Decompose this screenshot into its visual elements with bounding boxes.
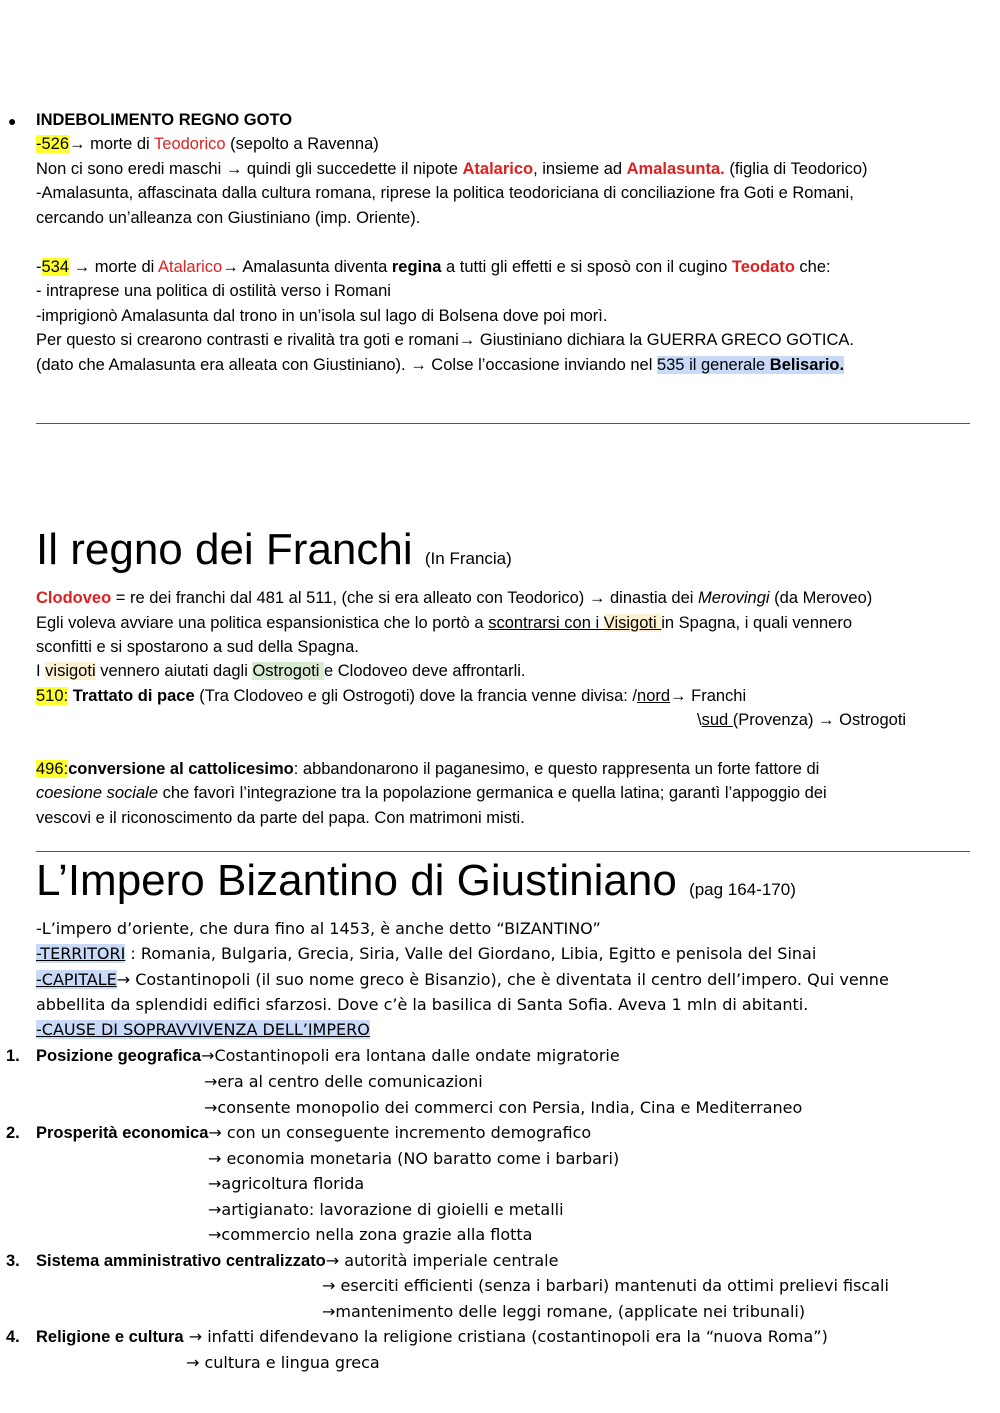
section-title-franchi: Il regno dei Franchi (In Francia) bbox=[36, 525, 512, 574]
list-subitem: →mantenimento delle leggi romane, (applicate nei tribunali) bbox=[322, 1302, 806, 1321]
list-item: Posizione geografica→Costantinopoli era lontana dalle ondate migratorie bbox=[36, 1046, 620, 1065]
list-number: 3. bbox=[6, 1252, 20, 1270]
text-line: Clodoveo = re dei franchi dal 481 al 511, (che si era alleato con Teodorico) → dinastia dei Merovingi (da Meroveo) bbox=[36, 589, 873, 607]
text-line: -526→ morte di Teodorico (sepolto a Ravenna) bbox=[36, 135, 379, 153]
text-line: -TERRITORI : Romania, Bulgaria, Grecia, Siria, Valle del Giordano, Libia, Egitto e penisola del Sinai bbox=[36, 944, 817, 963]
list-subitem: →artigianato: lavorazione di gioielli e metalli bbox=[208, 1200, 564, 1219]
section-title-bisanzio: L’Impero Bizantino di Giustiniano (pag 164-170) bbox=[36, 856, 796, 905]
horizontal-divider bbox=[36, 423, 970, 424]
text-line: -CAPITALE→ Costantinopoli (il suo nome greco è Bisanzio), che è diventata il centro dell’impero. Qui venne bbox=[36, 970, 889, 989]
text-line: cercando un’alleanza con Giustiniano (imp. Oriente). bbox=[36, 209, 421, 227]
text-line: I visigoti vennero aiutati dagli Ostrogoti e Clodoveo deve affrontarli. bbox=[36, 662, 526, 680]
list-subitem: → cultura e lingua greca bbox=[186, 1353, 380, 1372]
list-item: Prosperità economica→ con un conseguente incremento demografico bbox=[36, 1123, 592, 1142]
text-line: vescovi e il riconoscimento da parte del papa. Con matrimoni misti. bbox=[36, 809, 525, 827]
bullet-dot: ● bbox=[8, 113, 17, 129]
section-heading-goto: INDEBOLIMENTO REGNO GOTO bbox=[36, 111, 293, 129]
text-line: \sud (Provenza) → Ostrogoti bbox=[697, 711, 907, 729]
text-line: (dato che Amalasunta era alleata con Giustiniano). → Colse l’occasione inviando nel 535 il generale Belisario. bbox=[36, 356, 845, 374]
text-line: Non ci sono eredi maschi → quindi gli succedette il nipote Atalarico, insieme ad Amalasunta. (figlia di Teodorico) bbox=[36, 160, 868, 178]
list-number: 2. bbox=[6, 1124, 20, 1142]
list-subitem: → eserciti efficienti (senza i barbari) mantenuti da ottimi prelievi fiscali bbox=[322, 1276, 889, 1295]
list-subitem: →agricoltura florida bbox=[208, 1174, 365, 1193]
list-item: Religione e cultura → infatti difendevano la religione cristiana (costantinopoli era la “nuova Roma”) bbox=[36, 1327, 828, 1346]
list-subitem: →consente monopolio dei commerci con Persia, India, Cina e Mediterraneo bbox=[204, 1098, 803, 1117]
text-line: Per questo si crearono contrasti e rivalità tra goti e romani→ Giustiniano dichiara la GUERRA GRECO GOTICA. bbox=[36, 331, 854, 349]
text-line: -CAUSE DI SOPRAVVIVENZA DELL’IMPERO bbox=[36, 1020, 370, 1039]
list-number: 1. bbox=[6, 1047, 20, 1065]
list-item: Sistema amministrativo centralizzato→ autorità imperiale centrale bbox=[36, 1251, 559, 1270]
list-number: 4. bbox=[6, 1328, 20, 1346]
text-line: Egli voleva avviare una politica espansionistica che lo portò a scontrarsi con i Visigoti in Spagna, i quali vennero bbox=[36, 614, 853, 632]
text-line: -L’impero d’oriente, che dura fino al 1453, è anche detto “BIZANTINO” bbox=[36, 919, 601, 938]
text-line: - intraprese una politica di ostilità verso i Romani bbox=[36, 282, 391, 300]
text-line: coesione sociale che favorì l’integrazione tra la popolazione germanica e quella latina; garantì l’appoggio dei bbox=[36, 784, 827, 802]
text-line: -imprigionò Amalasunta dal trono in un’isola sul lago di Bolsena dove poi morì. bbox=[36, 307, 608, 325]
text-line: -Amalasunta, affascinata dalla cultura romana, riprese la politica teodoriciana di conciliazione fra Goti e Romani, bbox=[36, 184, 854, 202]
text-line: abbellita da splendidi edifici sfarzosi. Dove c’è la basilica di Santa Sofia. Aveva 1 mln di abitanti. bbox=[36, 995, 809, 1014]
horizontal-divider bbox=[36, 851, 970, 852]
text-line: -534 → morte di Atalarico→ Amalasunta diventa regina a tutti gli effetti e si sposò con il cugino Teodato che: bbox=[36, 258, 831, 276]
text-line: 496:conversione al cattolicesimo: abbandonarono il paganesimo, e questo rappresenta un forte fattore di bbox=[36, 760, 820, 778]
list-subitem: →era al centro delle comunicazioni bbox=[204, 1072, 483, 1091]
text-line: sconfitti e si spostarono a sud della Spagna. bbox=[36, 638, 359, 656]
list-subitem: →commercio nella zona grazie alla flotta bbox=[208, 1225, 533, 1244]
text-line: 510: Trattato di pace (Tra Clodoveo e gli Ostrogoti) dove la francia venne divisa: /nord→ Franchi bbox=[36, 687, 747, 705]
list-subitem: → economia monetaria (NO baratto come i barbari) bbox=[208, 1149, 620, 1168]
